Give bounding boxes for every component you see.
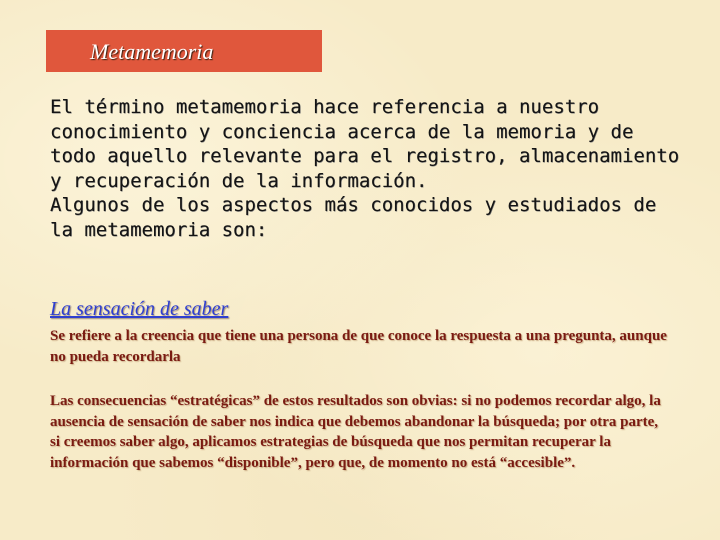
section-heading: La sensación de saber: [50, 298, 229, 320]
intro-paragraph: El término metamemoria hace referencia a nuestro conocimiento y conciencia acerca de la memoria y de todo aquello relevante para el registro, almacenamiento y recuperación de la información.: [50, 96, 680, 192]
slide-title: Metamemoria: [90, 39, 214, 64]
intro-paragraph: Algunos de los aspectos más conocidos y estudiados de la metamemoria son:: [50, 194, 657, 241]
section-paragraph: Las consecuencias “estratégicas” de estos resultados son obvias: si no podemos recordar algo, la ausencia de sensación de saber nos indica que debemos abandonar la búsqueda; por otra parte, si creemos saber algo, aplicamos estrategias de búsqueda que nos permitan recuperar la información que sabemos “disponible”, pero que, de momento no está “accesible”.: [50, 393, 661, 471]
title-box: [46, 30, 322, 72]
intro-text: [50, 95, 690, 242]
section-paragraph: Se refiere a la creencia que tiene una persona de que conoce la respuesta a una pregunta, aunque no pueda recordarla: [50, 328, 667, 365]
